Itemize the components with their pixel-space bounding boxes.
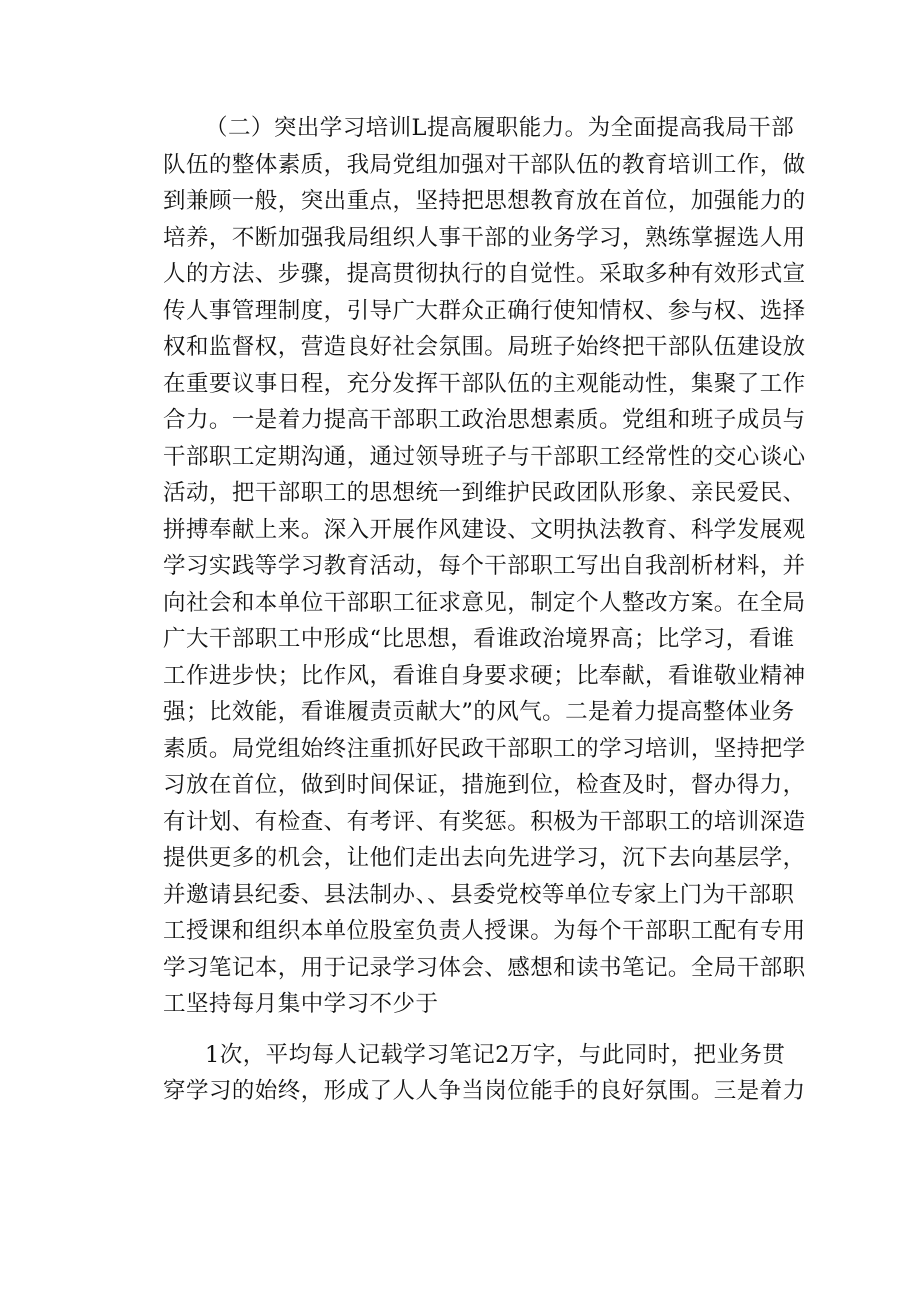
text-line: 工作进步快；比作风，看谁自身要求硬；比奉献，看谁敬业精神 — [163, 662, 806, 689]
text-line: 素质。局党组始终注重抓好民政干部职工的学习培训，坚持把学 — [163, 735, 806, 762]
text-line: 传人事管理制度，引导广大群众正确行使知情权、参与权、选择 — [163, 297, 806, 324]
text-line: 活动，把干部职工的思想统一到维护民政团队形象、亲民爱民、 — [163, 480, 806, 506]
text-line: （二）突出学习培训L提高履职能力。为全面提高我局干部 — [205, 115, 795, 141]
text-line: 合力。一是着力提高干部职工政治思想素质。党组和班子成员与 — [163, 407, 806, 433]
paragraph-2 — [163, 1037, 823, 1110]
text-line: 穿学习的始终，形成了人人争当岗位能手的良好氛围。三是着力 — [163, 1078, 806, 1104]
text-line: 习放在首位，做到时间保证，措施到位，检查及时，督办得力， — [163, 772, 806, 798]
text-line: 培养，不断加强我局组织人事干部的业务学习，熟练掌握选人用 — [163, 224, 806, 251]
text-line: 工授课和组织本单位股室负责人授课。为每个干部职工配有专用 — [163, 918, 806, 944]
text-line: 干部职工定期沟通，通过领导班子与干部职工经常性的交心谈心 — [163, 443, 806, 470]
text-line: 并邀请县纪委、县法制办、、县委党校等单位专家上门为干部职 — [163, 881, 795, 908]
text-line: 在重要议事日程，充分发挥干部队伍的主观能动性，集聚了工作 — [163, 370, 806, 397]
text-line: 权和监督权，营造良好社会氛围。局班子始终把干部队伍建设放 — [163, 334, 806, 360]
text-line: 学习笔记本，用于记录学习体会、感想和读书笔记。全局干部职 — [163, 954, 806, 981]
text-line: 提供更多的机会，让他们走出去向先进学习，沉下去向基层学， — [163, 845, 806, 871]
text-line: 强；比效能，看谁履责贡献大”的风气。二是着力提高整体业务 — [163, 699, 795, 725]
text-line: 学习实践等学习教育活动，每个干部职工写出自我剖析材料，并 — [163, 553, 806, 579]
text-line: 到兼顾一般，突出重点，坚持把思想教育放在首位，加强能力的 — [163, 188, 806, 214]
text-line: 队伍的整体素质，我局党组加强对干部队伍的教育培训工作，做 — [163, 151, 806, 178]
text-line: 拼搏奉献上来。深入开展作风建设、文明执法教育、科学发展观 — [163, 516, 806, 543]
text-line: 有计划、有检查、有考评、有奖惩。积极为干部职工的培训深造 — [163, 808, 806, 835]
body-text — [163, 110, 823, 1110]
paragraph-1 — [163, 110, 823, 1023]
text-line: 向社会和本单位干部职工征求意见，制定个人整改方案。在全局 — [163, 589, 806, 616]
text-line: 1次，平均每人记载学习笔记2万字，与此同时，把业务贯 — [205, 1041, 786, 1068]
text-line: 广大干部职工中形成“比思想，看谁政治境界高；比学习，看谁 — [163, 626, 795, 652]
text-line: 人的方法、步骤，提高贯彻执行的自觉性。采取多种有效形式宣 — [163, 261, 806, 287]
text-line: 工坚持每月集中学习不少于 — [163, 991, 439, 1017]
